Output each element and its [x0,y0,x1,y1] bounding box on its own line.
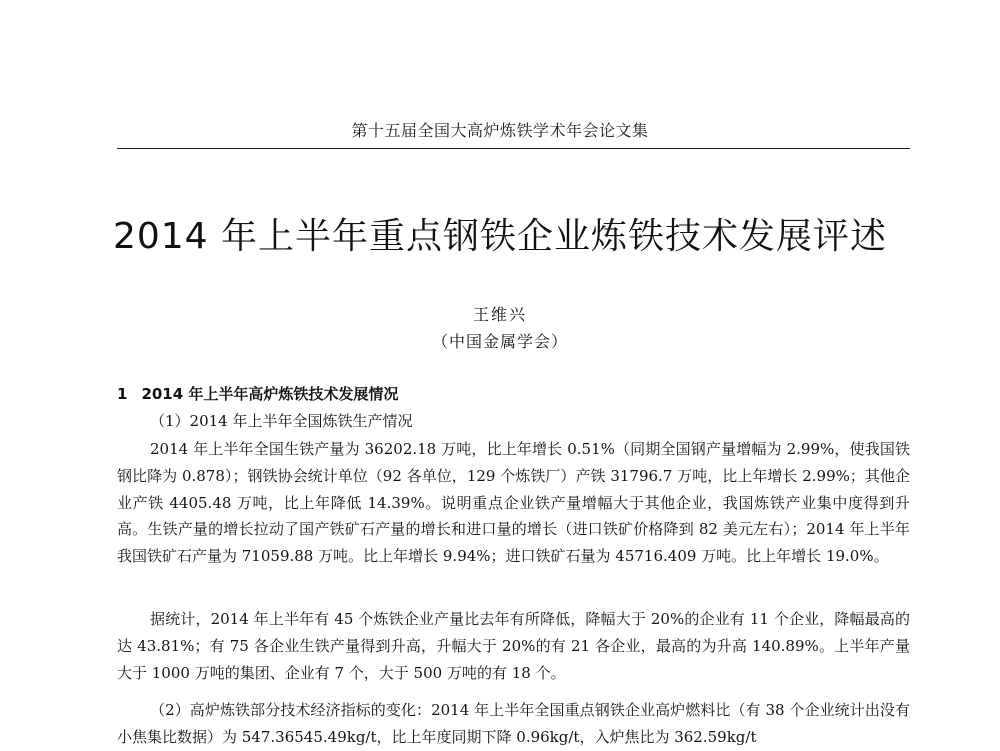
subsection-heading: （1）2014 年上半年全国炼铁生产情况 [150,412,413,430]
body-paragraph: 2014 年上半年全国生铁产量为 36202.18 万吨，比上年增长 0.51%（同期全国钢产量增幅为 2.99%，使我国铁钢比降为 0.878）；钢铁协会统计单位（92 各单位，129 个炼铁厂）产铁 31796.7 万吨，比上年增长 2.99%；其他企业产铁 4405.48 万吨，比上年降低 14.39%。说明重点企业铁产量增幅大于其他企业，我国炼铁产业集中度得到升高。生铁产量的增长拉动了国产铁矿石产量的增长和进口量的增长（进口铁矿价格降到 82 美元左右）；2014 年上半年我国铁矿石产量为 71059.88 万吨。比上年增长 9.94%；进口铁矿石量为 45716.409 万吨。比上年增长 19.0%。 [117,440,910,566]
body-paragraph-block [117,436,910,570]
body-paragraph-block [117,606,910,686]
header-rule [117,148,910,149]
author-name: 王维兴 [472,305,527,324]
section-heading [117,383,398,404]
article-title: 2014 年上半年重点钢铁企业炼铁技术发展评述 [112,216,888,257]
body-paragraph-block [117,697,910,751]
body-paragraph: （2）高炉炼铁部分技术经济指标的变化：2014 年上半年全国重点钢铁企业高炉燃料比（有 38 个企业统计出没有小焦集比数据）为 547.36545.49kg/t，比上年度同期下降 0.96kg/t，入炉焦比为 362.59kg/t [117,701,910,746]
author-affiliation: （中国金属学会） [431,332,568,351]
running-header: 第十五届全国大高炉炼铁学术年会论文集 [351,121,649,140]
section-title: 2014 年上半年高炉炼铁技术发展情况 [141,385,399,403]
body-paragraph: 据统计，2014 年上半年有 45 个炼铁企业产量比去年有所降低，降幅大于 20%的企业有 11 个企业，降幅最高的达 43.81%；有 75 各企业生铁产量得到升高，升幅大于 20%的有 21 各企业，最高的为升高 140.89%。上半年产量大于 1000 万吨的集团、企业有 7 个，大于 500 万吨的有 18 个。 [117,610,910,682]
section-number: 1 [117,385,128,403]
